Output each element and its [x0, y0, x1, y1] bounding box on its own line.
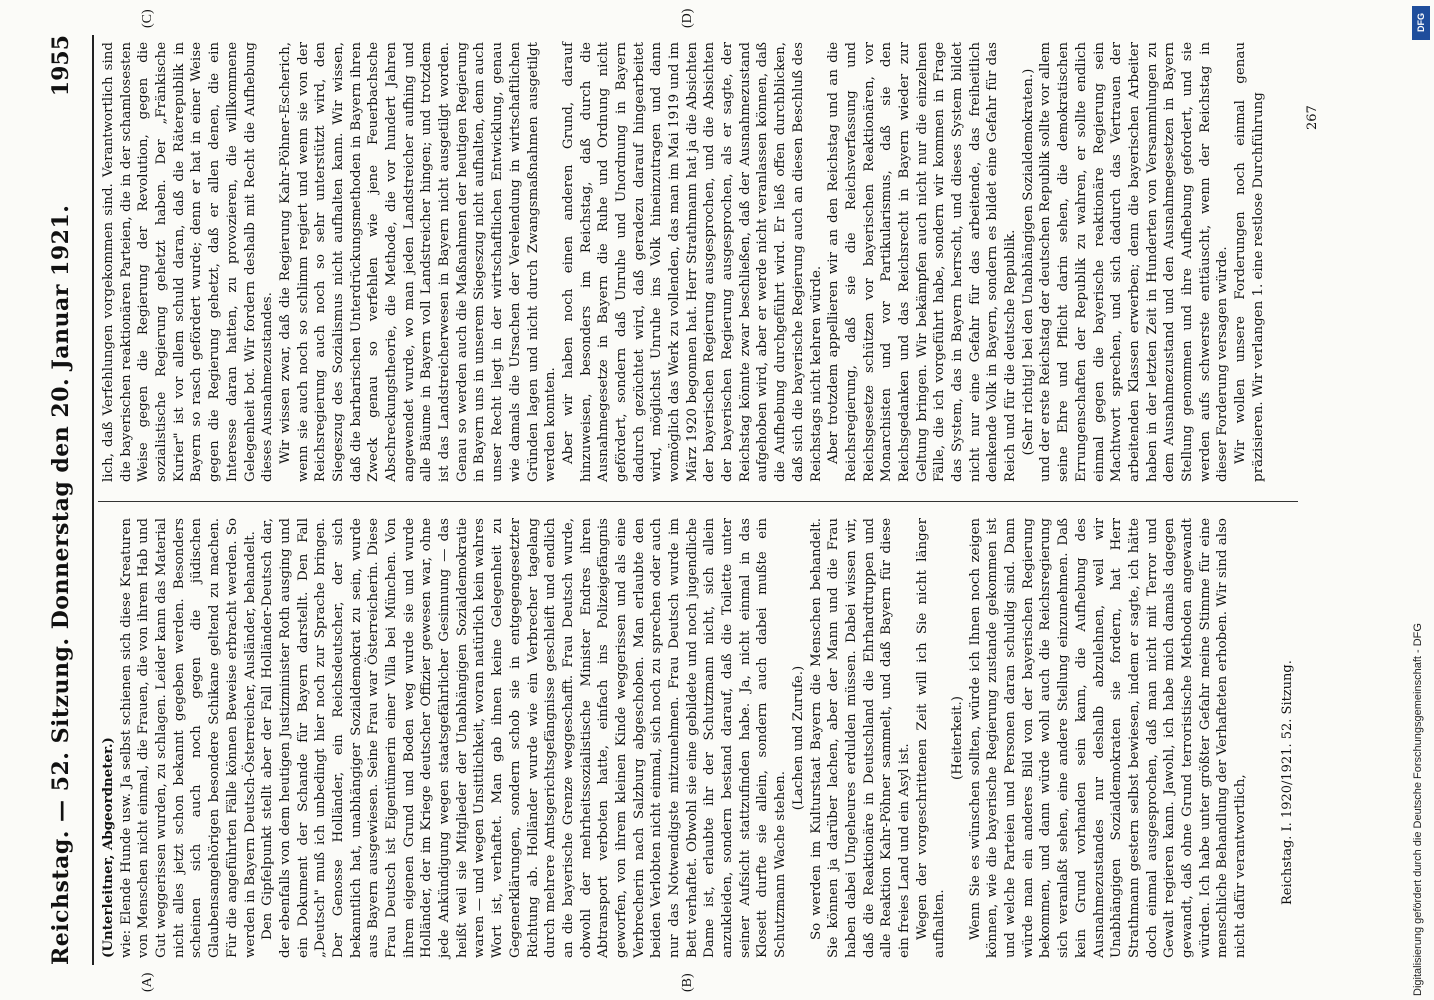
paragraph: Wenn Sie es wünschen sollten, würde ich Ihnen noch zeigen können, wie die bayerische Regierung zustande gekommen ist und welche Parteien und Personen daran schuldig sind. Dann würde man ein anderes Bild von der bayerischen Regierung bekommen, und dann würde wohl auch die Reichsregierung sich veranlaßt sehen, eine andere Stellung einzunehmen. Daß kein Grund vorhanden sein kann, die Aufhebung des Ausnahmezustandes nur deshalb abzulehnen, weil wir Unabhängigen Sozialdemokraten sie fordern, hat Herr Strathmann gestern selbst bewiesen, indem er sagte, ich hätte doch einmal ausgesprochen, daß man nicht mit Terror und Gewalt regieren kann. Jawohl, ich habe mich damals dagegen gewandt, daß ohne Grund terroristische Methoden angewandt würden. Ich habe unter größter Gefahr meine Stimme für eine menschliche Behandlung der Verhafteten erhoben. Wir sind also nicht dafür verantwortlich,: [967, 518, 1248, 958]
page-footer: Reichstag. I. 1920/1921. 52. Sitzung.: [1280, 660, 1295, 905]
paragraph: So werden im Kulturstaat Bayern die Menschen behandelt. Sie können ja darüber lachen, aber der Mann und die Frau haben dabei Ungeheures erdulden müssen. Dabei wissen wir, daß die Reaktionäre in Deutschland die Ehrhardtruppen und alle Reaktion Kahr-Pöhner sammelt, und daß Bayern für diese ein freies Land und ein Asyl ist.: [808, 518, 912, 958]
dfg-logo-icon: DFG: [1412, 6, 1430, 40]
header-rule: [92, 35, 94, 965]
paragraph: Wegen der vorgeschrittenen Zeit will ich Sie nicht länger aufhalten.: [914, 518, 948, 958]
margin-label-b: (B): [680, 973, 695, 992]
running-head: Reichstag. — 52. Sitzung. Donnerstag den 20. Januar 1921.: [48, 204, 74, 965]
paragraph: Den Gipfelpunkt stellt aber der Fall Holländer-Deutsch dar, der ebenfalls von dem heutigen Justizminister Roth ausging und ein Dokument der Schande für Bayern darstellt. Den Fall „Deutsch" muß ich unbedingt hier noch zur Sprache bringen. Der Genosse Holländer, ein Reichsdeutscher, der sich bekanntlich hat, unabhängiger Sozialdemokrat zu sein, wurde aus Bayern ausgewiesen. Seine Frau war Österreicherin. Diese Frau Deutsch ist Eigentümerin einer Villa bei München. Von ihrem eigenen Grund und Boden weg wurde sie und wurde Holländer, der im Kriege deutscher Offizier gewesen war, ohne jede Ankündigung wegen staatsgefährlicher Gesinnung — das heißt weil sie Mitglieder der Unabhängigen Sozialdemokratie waren — und wegen Unsittlichkeit, woran natürlich kein wahres Wort ist, verhaftet. Man gab ihnen keine Gelegenheit zu Gegenerklärungen, sondern schob sie in entgegengesetzter Richtung ab. Holländer wurde wie ein Verbrecher tagelang durch mehrere Amtsgerichtsgefängnisse geschleift und endlich an die bayerische Grenze weggeschafft. Frau Deutsch wurde, obwohl der mehrheitssozialistische Minister Endres ihren Abtransport verboten hatte, einfach ins Polizeigefängnis geworfen, von ihrem kleinen Kinde weggerissen und als eine Verbrecherin nach Salzburg abgeschoben. Man erlaubte den beiden Verlobten nicht einmal, sich noch zu sprechen oder auch nur das Notwendigste mitzunehmen. Frau Deutsch wurde im Bett verhaftet. Obwohl sie eine gebildete und noch jugendliche Dame ist, erlaubte ihr der Schutzmann nicht, sich allein anzukleiden, sondern bestand darauf, daß die Toilette unter seiner Aufsicht stattzufinden habe. Ja, nicht einmal in das Klosett durfte sie allein, sondern auch dabei mußte ein Schutzmann Wache stehen.: [260, 518, 789, 958]
dfg-sidebar: [1412, 6, 1430, 996]
interjection: (Sehr richtig! bei den Unabhängigen Sozialdemokraten.): [1020, 68, 1036, 456]
paragraph: lich, daß Verfehlungen vorgekommen sind. Verantwortlich sind die bayerischen reaktionären Parteien, die in der schamlosesten Weise gegen die Regierung der Revolution, gegen die sozialistische Regierung gehetzt haben. Der „Fränkische Kurier" ist vor allem schuld daran, daß die Räterepublik in Bayern so rasch gefördert wurde; denn er hat in einer Weise gegen die Regierung gehetzt, daß er allen denen, die ein Interesse daran hatten, zu provozieren, die willkommene Gelegenheit bot. Wir fordern deshalb mit Recht die Aufhebung dieses Ausnahmezustandes.: [101, 42, 276, 482]
paragraph: Aber wir haben noch einen anderen Grund, darauf hinzuweisen, besonders im Reichstag, daß durch die Ausnahmegesetze in Bayern die Ruhe und Ordnung nicht gefördert, sondern daß Unruhe und Unordnung in Bayern dadurch gezüchtet wird, daß geradezu darauf hingearbeitet wird, möglichst Unruhe ins Volk hineinzutragen und dann womöglich das Werk zu vollenden, das man im Mai 1919 und im März 1920 begonnen hat. Herr Strathmann hat ja die Absichten der bayerischen Regierung ausgesprochen, und die Absichten der bayerischen Regierung ausgesprochen, als er sagte, der Reichstag könnte zwar beschließen, daß der Ausnahmezustand aufgehoben wird, aber er werde nicht veranlassen können, daß die Aufhebung durchgeführt wird. Er ließ offen durchblicken, daß sich die bayerische Regierung auch an diesen Beschluß des Reichstags nicht kehren würde.: [560, 42, 824, 482]
digitization-note: Digitalisierung gefördert durch die Deutsche Forschungsgemeinschaft - DFG: [1412, 623, 1424, 996]
speaker-label: (Unterleitner, Abgeordneter.): [100, 737, 116, 958]
paragraph: Aber trotzdem appellieren wir an den Reichstag und an die Reichsregierung, daß sie die Reichsverfassung und Reichsgesetze schützen vor bayerischen Reaktionären, vor Monarchisten und vor Partikularismus, daß sie den Reichsgedanken und das Reichsrecht in Bayern wieder zur Geltung bringen. Wir bekämpfen auch nicht nur die einzelnen Fälle, die ich vorgeführt habe, sondern wir kommen in Frage das System, das in Bayern herrscht, und dieses System bildet nicht nur eine Gefahr für das arbeitende, das freiheitlich denkende Volk in Bayern, sondern es bildet eine Gefahr für das Reich und für die deutsche Republik.: [826, 42, 1019, 482]
page-header: [48, 35, 88, 965]
interjection: (Heiterkeit.): [950, 696, 965, 780]
right-column: [100, 42, 1267, 482]
signature-number: 267: [1305, 105, 1320, 130]
left-column: [100, 518, 1250, 958]
column-divider: [98, 501, 1298, 502]
interjection: (Lachen und Zurufe.): [790, 665, 806, 811]
margin-label-a: (A): [140, 972, 155, 992]
margin-label-c: (C): [140, 9, 155, 28]
margin-label-d: (D): [680, 8, 695, 28]
paragraph: Wir wissen zwar, daß die Regierung Kahr-Pöhner-Escherich, wenn sie auch noch so schlimm regiert und wenn sie von der Reichsregierung auch noch so sehr unterstützt wird, den Siegeszug des Sozialismus nicht aufhalten kann. Wir wissen, daß die barbarischen Unterdrückungsmethoden in Bayern ihren Zweck genau so verfehlen wie jene Feuerbachsche Abschreckungstheorie, die Methode, die vor hundert Jahren angewendet wurde, wo man jeden Landstreicher aufhing und alle Bäume in Bayern voll Landstreicher hingen; und trotzdem ist das Landstreicherwesen in Bayern nicht ausgetilgt worden. Genau so werden auch die Maßnahmen der heutigen Regierung in Bayern uns in unserem Siegeszug nicht aufhalten, denn auch unser Recht liegt in der wirtschaftlichen Entwicklung, genau wie damals die Ursachen der Verelendung in wirtschaftlichen Gründen lagen und nicht durch Zwangsmaßnahmen ausgetilgt werden konnten.: [277, 42, 559, 482]
paragraph: und der erste Reichstag der deutschen Republik sollte vor allem seine Ehre und Pflicht darin sehen, die demokratischen Errungenschaften der Republik zu wahren, er sollte endlich einmal gegen die bayerische reaktionäre Regierung sein Machtwort sprechen, und sich dadurch das Vertrauen der arbeitenden Klassen erwerben; denn die bayerischen Arbeiter haben in der letzten Zeit in Hunderten von Versammlungen zu dem Ausnahmezustand und den Ausnahmegesetzen in Bayern Stellung genommen und ihre Aufhebung gefordert, und sie werden aufs schwerste enttäuscht, wenn der Reichstag in dieser Forderung versagen würde.: [1038, 42, 1231, 482]
paragraph: wie: Elende Hunde usw. Ja selbst schienen sich diese Kreaturen von Menschen nicht einmal, die Frauen, die von ihrem Hab und Gut weggerissen wurden, zu schlagen. Leider kann das Material nicht alles jetzt schon bekannt gegeben werden. Besonders scheinen sich auch noch gegen die jüdischen Glaubensangehörigen besondere Schikane geltend zu machen. Für die angeführten Fälle können Beweise erbracht werden. So werden in Bayern Deutsch-Österreicher, Ausländer, behandelt.: [118, 518, 258, 958]
paragraph: Wir wollen unsere Forderungen noch einmal genau präzisieren. Wir verlangen 1. eine restlose Durchführung: [1233, 42, 1266, 482]
page-number: 1955: [48, 35, 74, 97]
